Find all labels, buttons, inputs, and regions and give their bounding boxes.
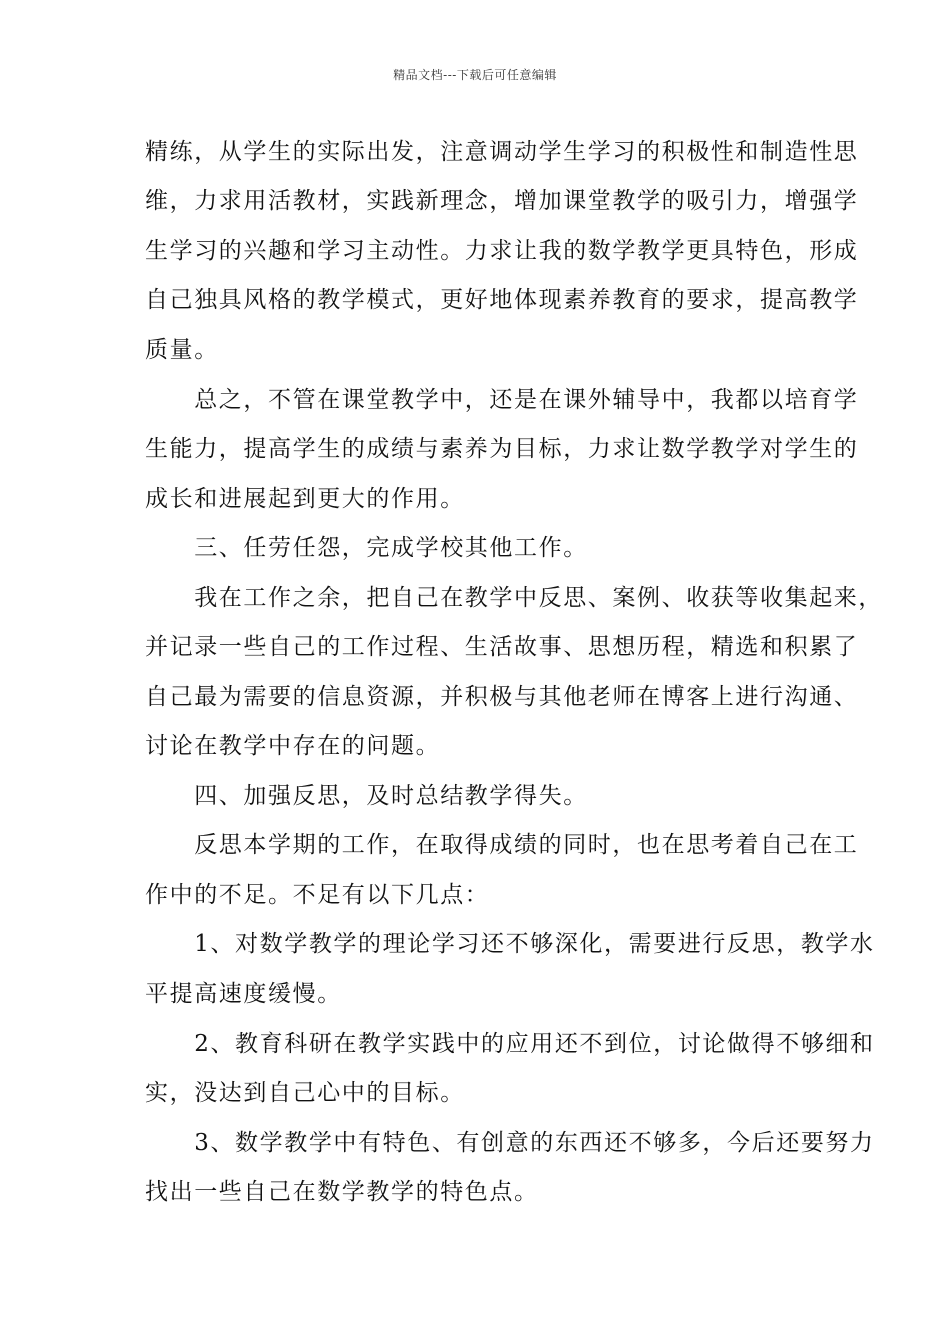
text-line: 成长和进展起到更大的作用。 [145, 486, 465, 512]
text-line: 我在工作之余，把自己在教学中反思、案例、收获等收集起来， [145, 585, 883, 611]
list-item-line: 找出一些自己在数学教学的特色点。 [145, 1179, 539, 1205]
list-item-line: 2、教育科研在教学实践中的应用还不到位，讨论做得不够细和 [145, 1031, 875, 1057]
text-line: 生学习的兴趣和学习主动性。力求让我的数学教学更具特色，形成 [145, 238, 859, 264]
text-line: 质量。 [145, 337, 219, 363]
list-item-line: 平提高速度缓慢。 [145, 981, 342, 1007]
text-line: 作中的不足。不足有以下几点： [145, 882, 490, 908]
text-line: 并记录一些自己的工作过程、生活故事、思想历程，精选和积累了 [145, 634, 859, 660]
text-line: 生能力，提高学生的成绩与素养为目标，力求让数学教学对学生的 [145, 436, 859, 462]
text-line: 总之，不管在课堂教学中，还是在课外辅导中，我都以培育学 [145, 387, 859, 413]
text-line: 自己独具风格的教学模式，更好地体现素养教育的要求，提高教学 [145, 287, 859, 313]
list-item-line: 1、对数学教学的理论学习还不够深化，需要进行反思，教学水 [145, 931, 875, 957]
page-header: 精品文档---下载后可任意编辑 [393, 68, 557, 82]
section-heading: 三、任劳任怨，完成学校其他工作。 [145, 535, 588, 561]
text-line: 精练，从学生的实际出发，注意调动学生学习的积极性和制造性思 [145, 139, 859, 165]
text-line: 自己最为需要的信息资源，并积极与其他老师在博客上进行沟通、 [145, 684, 859, 710]
text-line: 反思本学期的工作，在取得成绩的同时，也在思考着自己在工 [145, 832, 859, 858]
section-heading: 四、加强反思，及时总结教学得失。 [145, 783, 588, 809]
text-line: 维，力求用活教材，实践新理念，增加课堂教学的吸引力，增强学 [145, 188, 859, 214]
text-line: 讨论在教学中存在的问题。 [145, 733, 441, 759]
list-item-line: 3、数学教学中有特色、有创意的东西还不够多，今后还要努力 [145, 1130, 875, 1156]
list-item-line: 实，没达到自己心中的目标。 [145, 1080, 465, 1106]
